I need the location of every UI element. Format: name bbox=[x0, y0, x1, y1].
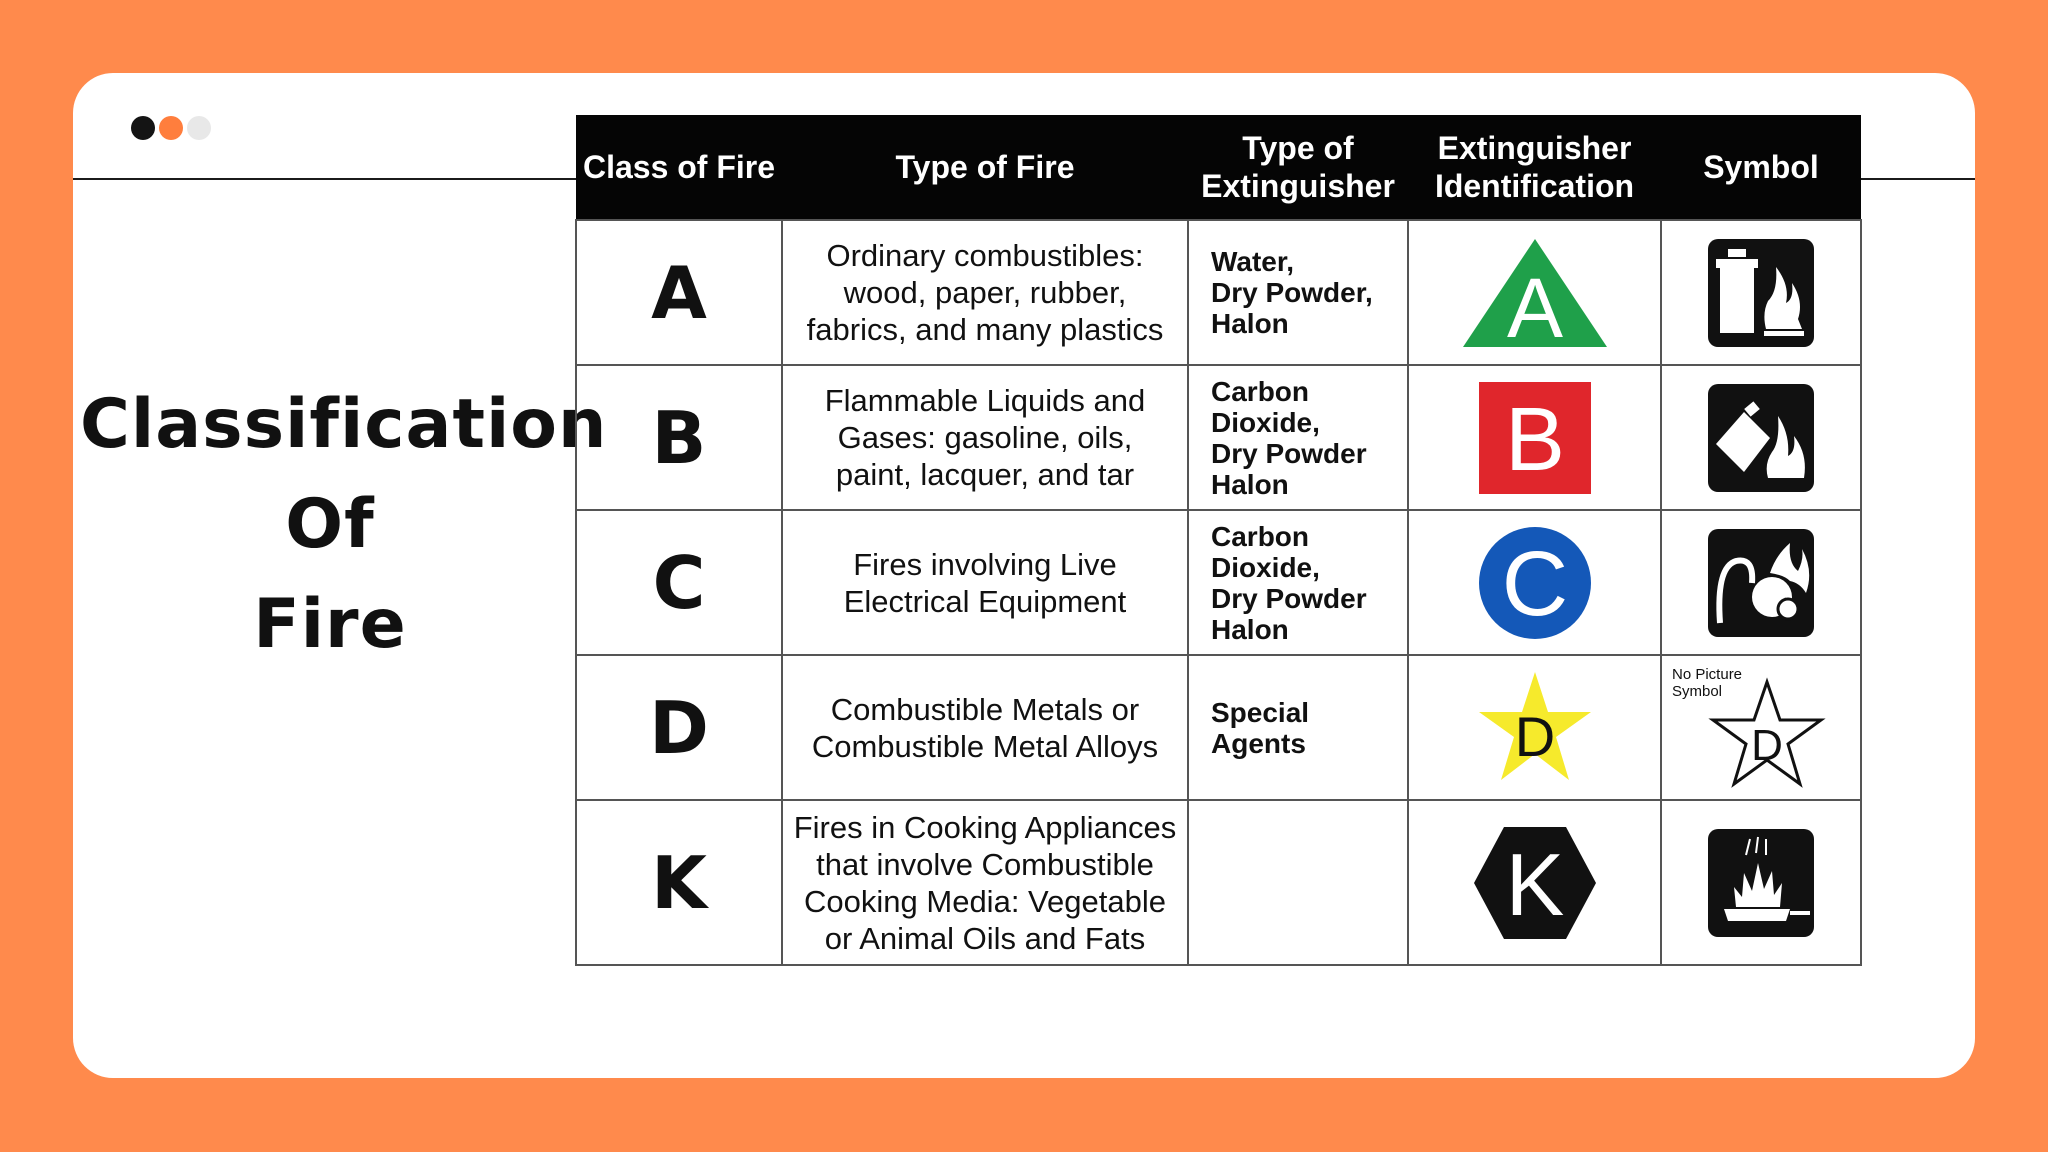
svg-text:D: D bbox=[1514, 704, 1555, 768]
extinguisher-id-cell bbox=[1408, 220, 1661, 365]
header-type-of-extinguisher: Type of Extinguisher bbox=[1188, 115, 1408, 220]
title-line-1: Classification bbox=[80, 385, 608, 464]
extinguisher-type-empty bbox=[1188, 800, 1408, 965]
black-hexagon-k-icon bbox=[1470, 823, 1600, 943]
header-class-of-fire: Class of Fire bbox=[576, 115, 782, 220]
symbol-cell bbox=[1661, 220, 1861, 365]
trash-can-fire-icon bbox=[1706, 237, 1816, 349]
fire-type-description: Ordinary combustibles: wood, paper, rubber, fabrics, and many plastics bbox=[782, 220, 1188, 365]
electric-plug-fire-icon bbox=[1706, 527, 1816, 639]
svg-text:A: A bbox=[1506, 260, 1563, 353]
extinguisher-id-cell bbox=[1408, 510, 1661, 655]
header-type-of-fire: Type of Fire bbox=[782, 115, 1188, 220]
table-header-row bbox=[576, 115, 1861, 220]
fire-type-description: Combustible Metals or Combustible Metal Alloys bbox=[782, 655, 1188, 800]
class-letter: B bbox=[576, 365, 782, 510]
window-dot-light bbox=[187, 116, 211, 140]
red-square-b-icon bbox=[1475, 378, 1595, 498]
svg-text:K: K bbox=[1505, 834, 1564, 934]
table-row-class-k bbox=[576, 800, 1861, 965]
fire-type-description: Fires involving Live Electrical Equipment bbox=[782, 510, 1188, 655]
page-title bbox=[80, 375, 608, 675]
class-letter: A bbox=[576, 220, 782, 365]
fire-type-description: Fires in Cooking Appliances that involve Combustible Cooking Media: Vegetable or Animal Oils and Fats bbox=[782, 800, 1188, 965]
extinguisher-type: Carbon Dioxide, Dry Powder Halon bbox=[1188, 365, 1408, 510]
blue-circle-c-icon bbox=[1475, 523, 1595, 643]
svg-text:B: B bbox=[1504, 389, 1565, 490]
symbol-cell bbox=[1661, 800, 1861, 965]
title-line-3: Fire bbox=[253, 585, 407, 664]
class-letter: D bbox=[576, 655, 782, 800]
svg-text:C: C bbox=[1501, 532, 1568, 635]
extinguisher-id-cell bbox=[1408, 365, 1661, 510]
table-row-class-c bbox=[576, 510, 1861, 655]
extinguisher-type: Carbon Dioxide, Dry Powder Halon bbox=[1188, 510, 1408, 655]
table-row-class-a bbox=[576, 220, 1861, 365]
title-line-2: Of bbox=[285, 485, 375, 564]
no-picture-symbol-note: No Picture Symbol bbox=[1672, 666, 1743, 700]
green-triangle-a-icon bbox=[1455, 233, 1615, 353]
extinguisher-id-cell bbox=[1408, 800, 1661, 965]
yellow-star-d-icon bbox=[1475, 668, 1595, 788]
extinguisher-id-cell bbox=[1408, 655, 1661, 800]
header-extinguisher-identification: Extinguisher Identification bbox=[1408, 115, 1661, 220]
header-symbol: Symbol bbox=[1661, 115, 1861, 220]
symbol-cell bbox=[1661, 655, 1861, 800]
outline-star-icon bbox=[1707, 676, 1827, 796]
fire-classification-table bbox=[575, 115, 1862, 966]
class-letter: C bbox=[576, 510, 782, 655]
fire-type-description: Flammable Liquids and Gases: gasoline, oils, paint, lacquer, and tar bbox=[782, 365, 1188, 510]
class-letter: K bbox=[576, 800, 782, 965]
symbol-cell bbox=[1661, 365, 1861, 510]
table-row-class-d bbox=[576, 655, 1861, 800]
table-row-class-b bbox=[576, 365, 1861, 510]
pan-fire-icon bbox=[1706, 827, 1816, 939]
extinguisher-type: Special Agents bbox=[1188, 655, 1408, 800]
fuel-can-fire-icon bbox=[1706, 382, 1816, 494]
extinguisher-type: Water, Dry Powder, Halon bbox=[1188, 220, 1408, 365]
window-dot-orange bbox=[159, 116, 183, 140]
symbol-cell bbox=[1661, 510, 1861, 655]
svg-text:D: D bbox=[1751, 721, 1783, 770]
window-dot-dark bbox=[131, 116, 155, 140]
